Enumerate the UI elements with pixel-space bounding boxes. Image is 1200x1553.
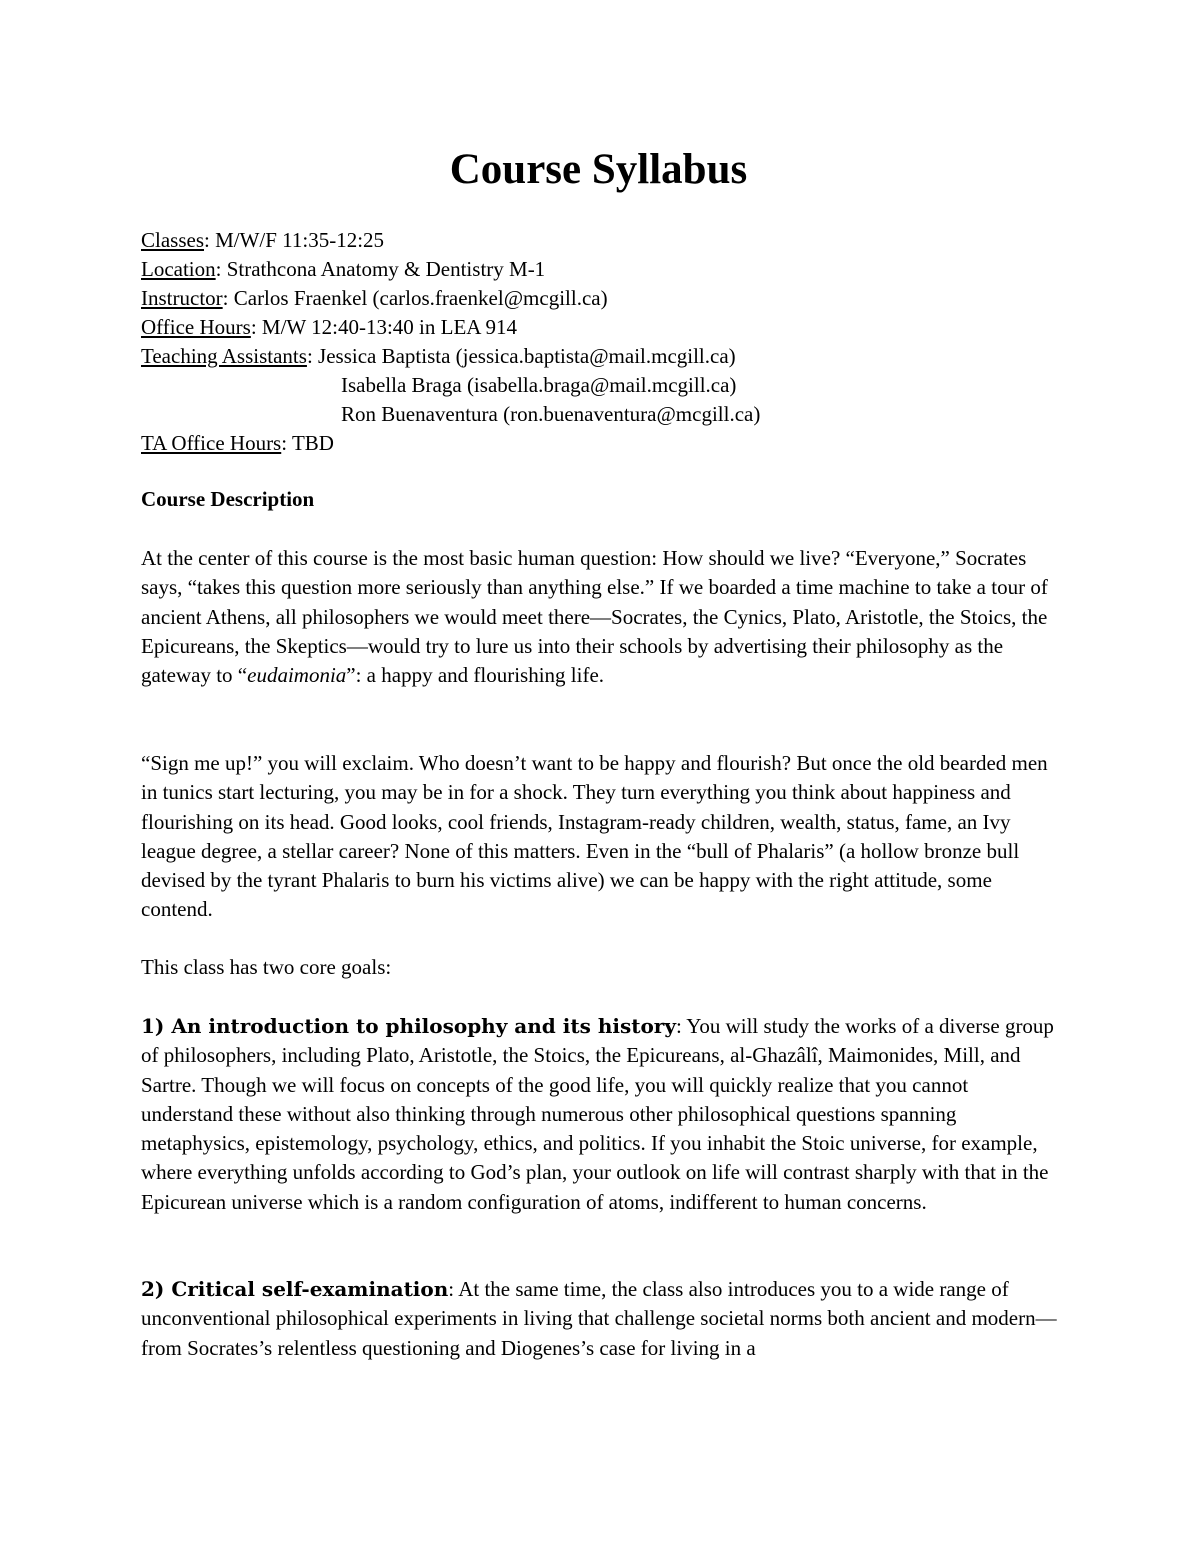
goal-2-title: 2) Critical self-examination — [141, 1277, 449, 1301]
meta-ta-office-hours — [141, 429, 760, 458]
ta-office-hours-value: : TBD — [281, 431, 334, 455]
teaching-assistant-1: : Jessica Baptista (jessica.baptista@mail.mcgill.ca) — [306, 344, 736, 368]
classes-label: Classes — [141, 228, 204, 252]
description-paragraph-1 — [141, 544, 1061, 690]
description-paragraph-2: “Sign me up!” you will exclaim. Who doesn’t want to be happy and flourish? But once the old bearded men in tunics start lecturing, you may be in for a shock. They turn everything you think about happiness and flourishing on its head. Good looks, cool friends, Instagram-ready children, wealth, status, fame, an Ivy league degree, a stellar career? None of this matters. Even in the “bull of Phalaris” (a hollow bronze bull devised by the tyrant Phalaris to burn his victims alive) we can be happy with the right attitude, some contend. — [141, 751, 1048, 922]
course-description-heading: Course Description — [141, 487, 315, 511]
course-meta — [141, 226, 760, 458]
goal-2-text: : At the same time, the class also introduces you to a wide range of unconventional philosophical experiments in living that challenge societal norms both ancient and modern—from Socrates’s relentless questioning and Diogenes’s case for living in a — [141, 1277, 1057, 1360]
p1-italic-term: eudaimonia — [247, 663, 347, 688]
teaching-assistant-2: Isabella Braga (isabella.braga@mail.mcgill.ca) — [341, 373, 737, 397]
instructor-label: Instructor — [141, 286, 223, 310]
goal-1-title: 1) An introduction to philosophy and its history — [141, 1014, 676, 1038]
location-label: Location — [141, 257, 216, 281]
meta-location — [141, 255, 760, 284]
teaching-assistants-label: Teaching Assistants — [141, 344, 307, 368]
description-paragraph-3: This class has two core goals: — [141, 955, 392, 979]
classes-value: : M/W/F 11:35-12:25 — [204, 228, 385, 252]
location-value: : Strathcona Anatomy & Dentistry M-1 — [215, 257, 546, 281]
meta-instructor — [141, 284, 760, 313]
meta-classes — [141, 226, 760, 255]
office-hours-label: Office Hours — [141, 315, 251, 339]
p1-text-after: ”: a happy and flourishing life. — [346, 663, 605, 688]
meta-office-hours — [141, 313, 760, 342]
instructor-value: : Carlos Fraenkel (carlos.fraenkel@mcgill.ca) — [222, 286, 608, 310]
office-hours-value: : M/W 12:40-13:40 in LEA 914 — [250, 315, 518, 339]
meta-teaching-assistants — [141, 342, 760, 371]
goal-2-paragraph — [141, 1275, 1061, 1363]
teaching-assistant-3: Ron Buenaventura (ron.buenaventura@mcgill.ca) — [341, 402, 761, 426]
page-title: Course Syllabus — [449, 146, 748, 193]
goal-1-paragraph — [141, 1012, 1061, 1217]
ta-office-hours-label: TA Office Hours — [141, 431, 282, 455]
p1-text-before: At the center of this course is the most basic human question: How should we live? “Everyone,” Socrates says, “takes this question more seriously than anything else.” If we boarded a time machine to take a tour of ancient Athens, all philosophers we would meet there—Socrates, the Cynics, Plato, Aristotle, the Stoics, the Epicureans, the Skeptics—would try to lure us into their schools by advertising their philosophy as the gateway to “ — [141, 546, 1048, 688]
goal-1-text: : You will study the works of a diverse group of philosophers, including Plato, Aristotle, the Stoics, the Epicureans, al-Ghazâlî, Maimonides, Mill, and Sartre. Though we will focus on concepts of the good life, you will quickly realize that you cannot understand these without also thinking through numerous other philosophical questions spanning metaphysics, epistemology, psychology, ethics, and politics. If you inhabit the Stoic universe, for example, where everything unfolds according to God’s plan, your outlook on life will contrast sharply with that in the Epicurean universe which is a random configuration of atoms, indifferent to human concerns. — [141, 1014, 1054, 1214]
